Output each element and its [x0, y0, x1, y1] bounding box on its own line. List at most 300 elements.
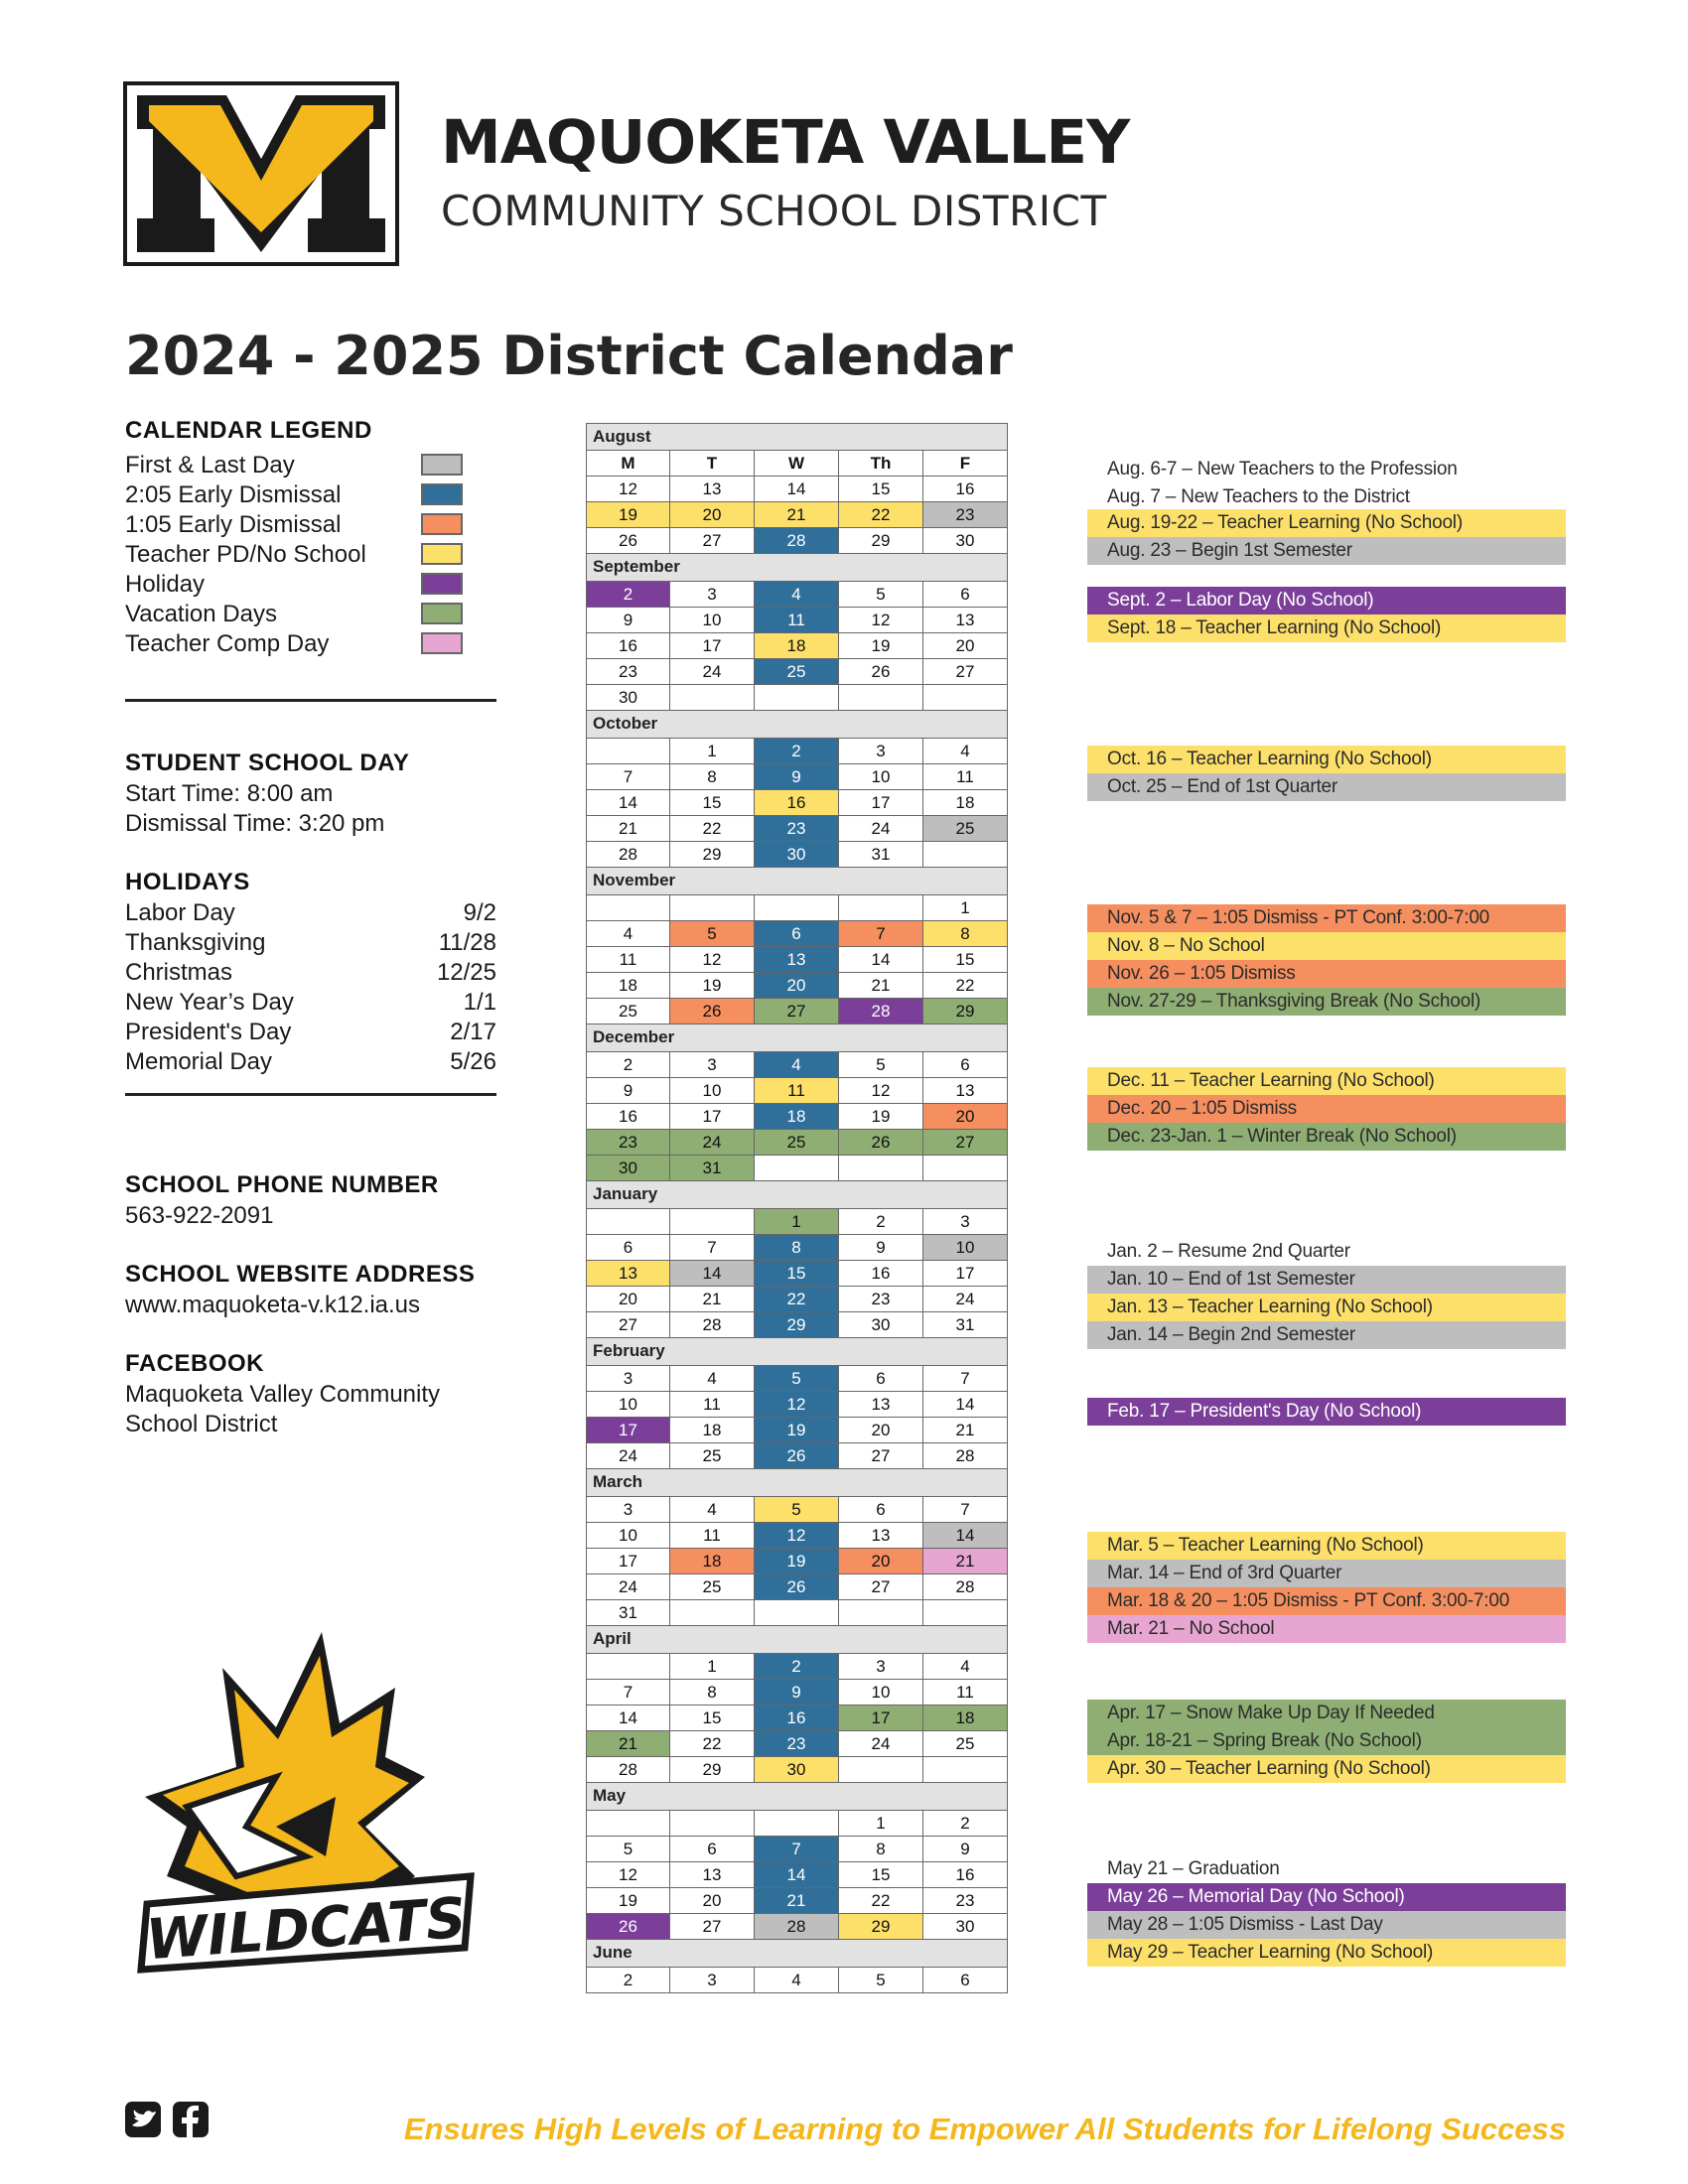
day-cell: 20 — [670, 1888, 755, 1914]
day-cell: 7 — [670, 1235, 755, 1261]
mission-tagline: Ensures High Levels of Learning to Empower All Students for Lifelong Success — [403, 2112, 1566, 2146]
legend-swatch-holiday — [421, 573, 463, 595]
week-row — [586, 1156, 1008, 1181]
day-cell: 22 — [923, 973, 1008, 999]
day-cell: 6 — [586, 1235, 670, 1261]
legend-label-first-last: First & Last Day — [125, 452, 295, 478]
week-row — [586, 764, 1008, 790]
holiday-date: 2/17 — [450, 1019, 496, 1045]
day-cell: 31 — [923, 1312, 1008, 1338]
day-cell — [839, 1600, 923, 1626]
day-cell: 29 — [923, 999, 1008, 1024]
day-cell: 14 — [755, 1862, 839, 1888]
day-cell — [839, 685, 923, 711]
day-cell: 11 — [923, 1680, 1008, 1706]
day-cell: 20 — [839, 1549, 923, 1574]
day-cell: 21 — [839, 973, 923, 999]
day-cell: 12 — [586, 477, 670, 502]
event-item: Nov. 8 – No School — [1087, 932, 1566, 960]
day-cell: 29 — [755, 1312, 839, 1338]
week-row — [586, 1914, 1008, 1940]
day-cell: 6 — [839, 1366, 923, 1392]
day-cell: 11 — [586, 947, 670, 973]
day-cell: 27 — [839, 1443, 923, 1469]
week-row — [586, 1680, 1008, 1706]
day-cell: 4 — [923, 1654, 1008, 1680]
day-cell: 9 — [755, 764, 839, 790]
day-cell: 21 — [586, 1731, 670, 1757]
day-cell: 4 — [923, 739, 1008, 764]
phone-number[interactable]: 563-922-2091 — [125, 1202, 274, 1229]
day-cell: 29 — [670, 1757, 755, 1783]
event-item: Apr. 18-21 – Spring Break (No School) — [1087, 1727, 1566, 1755]
day-cell: 2 — [586, 582, 670, 608]
day-cell: 11 — [670, 1523, 755, 1549]
day-cell: 25 — [670, 1443, 755, 1469]
district-subtitle: COMMUNITY SCHOOL DISTRICT — [441, 187, 1107, 235]
day-cell: 11 — [670, 1392, 755, 1418]
day-cell: 23 — [923, 1888, 1008, 1914]
divider — [125, 1093, 496, 1096]
week-row — [586, 1235, 1008, 1261]
day-cell: 14 — [586, 1706, 670, 1731]
day-cell: 8 — [839, 1837, 923, 1862]
day-cell: 14 — [923, 1523, 1008, 1549]
facebook-heading: FACEBOOK — [125, 1350, 265, 1377]
week-row — [586, 739, 1008, 764]
day-cell: 3 — [670, 582, 755, 608]
day-cell: 28 — [839, 999, 923, 1024]
week-row — [586, 1078, 1008, 1104]
day-cell: 30 — [839, 1312, 923, 1338]
day-cell: 25 — [586, 999, 670, 1024]
twitter-icon[interactable] — [125, 2102, 161, 2137]
event-item: Mar. 21 – No School — [1087, 1615, 1566, 1643]
legend-heading: CALENDAR LEGEND — [125, 417, 372, 444]
day-cell: 10 — [586, 1523, 670, 1549]
week-row — [586, 477, 1008, 502]
event-item: Apr. 30 – Teacher Learning (No School) — [1087, 1755, 1566, 1783]
day-cell: 2 — [755, 739, 839, 764]
week-row — [586, 816, 1008, 842]
day-cell: 18 — [755, 1104, 839, 1130]
day-cell: 2 — [755, 1654, 839, 1680]
event-item: May 21 – Graduation — [1107, 1858, 1280, 1879]
event-item: Jan. 10 – End of 1st Semester — [1087, 1266, 1566, 1294]
week-row — [586, 790, 1008, 816]
day-cell: 7 — [755, 1837, 839, 1862]
day-cell: 28 — [670, 1312, 755, 1338]
day-cell: 3 — [586, 1366, 670, 1392]
day-cell — [839, 1757, 923, 1783]
holiday-name: Memorial Day — [125, 1048, 273, 1075]
week-row — [586, 1261, 1008, 1287]
day-cell: 29 — [839, 1914, 923, 1940]
week-row — [586, 1287, 1008, 1312]
day-cell: 13 — [670, 1862, 755, 1888]
day-cell: 3 — [839, 739, 923, 764]
day-cell: 4 — [670, 1366, 755, 1392]
week-row — [586, 582, 1008, 608]
day-cell: 14 — [755, 477, 839, 502]
legend-swatch-vacation — [421, 603, 463, 624]
day-cell: 24 — [670, 1130, 755, 1156]
holiday-name: President's Day — [125, 1019, 292, 1045]
day-cell — [755, 1811, 839, 1837]
day-cell: 26 — [586, 1914, 670, 1940]
day-cell: 26 — [839, 659, 923, 685]
day-cell: 4 — [755, 1968, 839, 1993]
legend-swatch-teacher-pd — [421, 543, 463, 565]
day-cell: 24 — [923, 1287, 1008, 1312]
day-cell: 1 — [923, 895, 1008, 921]
legend-swatch-first-last — [421, 454, 463, 476]
day-cell: 17 — [839, 1706, 923, 1731]
event-item: Feb. 17 – President's Day (No School) — [1087, 1398, 1566, 1426]
day-cell: 16 — [755, 1706, 839, 1731]
holiday-date: 11/28 — [438, 929, 496, 956]
day-cell: 25 — [755, 1130, 839, 1156]
month-header: November — [586, 868, 1008, 895]
day-cell: 7 — [923, 1497, 1008, 1523]
day-cell: 12 — [670, 947, 755, 973]
day-cell: 21 — [923, 1418, 1008, 1443]
day-cell — [586, 1654, 670, 1680]
day-cell: 21 — [923, 1549, 1008, 1574]
day-cell: 7 — [586, 764, 670, 790]
day-cell: 19 — [755, 1549, 839, 1574]
start-time: Start Time: 8:00 am — [125, 780, 334, 807]
page-title: 2024 - 2025 District Calendar — [125, 325, 1013, 387]
facebook-name[interactable]: Maquoketa Valley Community — [125, 1381, 441, 1408]
day-cell: 19 — [586, 1888, 670, 1914]
day-cell: 9 — [923, 1837, 1008, 1862]
month-header: March — [586, 1469, 1008, 1497]
day-cell: 28 — [755, 528, 839, 554]
day-cell: 3 — [670, 1052, 755, 1078]
day-cell: 13 — [586, 1261, 670, 1287]
day-cell: 8 — [670, 1680, 755, 1706]
week-row — [586, 1418, 1008, 1443]
week-row — [586, 1757, 1008, 1783]
holiday-name: Christmas — [125, 959, 233, 986]
day-cell: 20 — [923, 1104, 1008, 1130]
dismissal-time: Dismissal Time: 3:20 pm — [125, 810, 385, 837]
week-row — [586, 842, 1008, 868]
day-cell: 10 — [839, 764, 923, 790]
event-item: Jan. 13 – Teacher Learning (No School) — [1087, 1294, 1566, 1321]
event-item: Aug. 7 – New Teachers to the District — [1107, 486, 1410, 507]
legend-label-105: 1:05 Early Dismissal — [125, 511, 342, 538]
day-cell — [755, 1600, 839, 1626]
day-cell: 13 — [839, 1392, 923, 1418]
day-cell: 5 — [839, 1968, 923, 1993]
day-cell: 26 — [670, 999, 755, 1024]
week-row — [586, 1600, 1008, 1626]
day-cell: 4 — [670, 1497, 755, 1523]
day-cell: 10 — [670, 608, 755, 633]
day-cell: 18 — [923, 790, 1008, 816]
event-item: Oct. 25 – End of 1st Quarter — [1087, 773, 1566, 801]
day-cell: 22 — [670, 816, 755, 842]
day-cell — [670, 1209, 755, 1235]
day-cell: 9 — [586, 1078, 670, 1104]
day-cell: 23 — [923, 502, 1008, 528]
week-row — [586, 1312, 1008, 1338]
day-cell — [586, 1811, 670, 1837]
day-cell: 19 — [586, 502, 670, 528]
day-cell: 5 — [755, 1366, 839, 1392]
week-row — [586, 633, 1008, 659]
weekday-header: W — [755, 451, 839, 477]
social-icons — [125, 2100, 214, 2139]
day-cell — [586, 739, 670, 764]
day-cell: 28 — [923, 1443, 1008, 1469]
week-row — [586, 1654, 1008, 1680]
day-cell — [670, 1600, 755, 1626]
week-row — [586, 947, 1008, 973]
day-cell: 2 — [586, 1968, 670, 1993]
day-cell: 20 — [839, 1418, 923, 1443]
day-cell: 4 — [755, 1052, 839, 1078]
day-cell: 24 — [670, 659, 755, 685]
legend-swatch-comp — [421, 632, 463, 654]
day-cell: 17 — [923, 1261, 1008, 1287]
week-row — [586, 1811, 1008, 1837]
event-item: Aug. 19-22 – Teacher Learning (No School) — [1087, 509, 1566, 537]
day-cell: 15 — [923, 947, 1008, 973]
legend-label-205: 2:05 Early Dismissal — [125, 481, 342, 508]
day-cell: 20 — [923, 633, 1008, 659]
day-cell: 16 — [586, 1104, 670, 1130]
day-cell: 3 — [670, 1968, 755, 1993]
event-item: Jan. 14 – Begin 2nd Semester — [1087, 1321, 1566, 1349]
week-row — [586, 1706, 1008, 1731]
day-cell: 22 — [839, 1888, 923, 1914]
week-row — [586, 1209, 1008, 1235]
day-cell: 6 — [923, 582, 1008, 608]
day-cell: 12 — [839, 608, 923, 633]
website-heading: SCHOOL WEBSITE ADDRESS — [125, 1261, 476, 1288]
week-row — [586, 1731, 1008, 1757]
day-cell: 27 — [839, 1574, 923, 1600]
event-item: Dec. 23-Jan. 1 – Winter Break (No School) — [1087, 1123, 1566, 1151]
week-row — [586, 1366, 1008, 1392]
day-cell — [839, 1156, 923, 1181]
day-cell: 5 — [755, 1497, 839, 1523]
month-header: August — [586, 423, 1008, 451]
day-cell: 15 — [839, 477, 923, 502]
holiday-name: Thanksgiving — [125, 929, 266, 956]
day-cell: 18 — [670, 1418, 755, 1443]
day-cell: 15 — [839, 1862, 923, 1888]
day-cell: 17 — [586, 1549, 670, 1574]
week-row — [586, 659, 1008, 685]
day-cell: 27 — [923, 1130, 1008, 1156]
legend-label-teacher-pd: Teacher PD/No School — [125, 541, 366, 568]
day-cell — [923, 1156, 1008, 1181]
day-cell: 23 — [586, 1130, 670, 1156]
day-cell: 21 — [755, 502, 839, 528]
day-cell — [586, 1209, 670, 1235]
day-cell: 14 — [586, 790, 670, 816]
event-item: Aug. 6-7 – New Teachers to the Profession — [1107, 459, 1458, 479]
day-cell: 8 — [755, 1235, 839, 1261]
website-link[interactable]: www.maquoketa-v.k12.ia.us — [125, 1292, 421, 1318]
day-cell: 17 — [839, 790, 923, 816]
day-cell: 22 — [670, 1731, 755, 1757]
day-cell: 17 — [670, 1104, 755, 1130]
day-cell: 30 — [586, 685, 670, 711]
day-cell: 10 — [586, 1392, 670, 1418]
day-cell: 27 — [923, 659, 1008, 685]
week-row — [586, 1523, 1008, 1549]
day-cell: 8 — [670, 764, 755, 790]
day-cell: 5 — [839, 1052, 923, 1078]
day-cell: 14 — [923, 1392, 1008, 1418]
day-cell: 4 — [755, 582, 839, 608]
day-cell: 5 — [839, 582, 923, 608]
day-cell: 21 — [586, 816, 670, 842]
day-cell: 8 — [923, 921, 1008, 947]
legend-swatch-105 — [421, 513, 463, 535]
day-cell: 25 — [923, 816, 1008, 842]
day-cell — [923, 685, 1008, 711]
week-row — [586, 1052, 1008, 1078]
day-cell: 16 — [755, 790, 839, 816]
event-item: Mar. 18 & 20 – 1:05 Dismiss - PT Conf. 3:00-7:00 — [1087, 1587, 1566, 1615]
day-cell: 3 — [923, 1209, 1008, 1235]
day-cell — [839, 895, 923, 921]
day-cell: 23 — [839, 1287, 923, 1312]
day-cell: 29 — [670, 842, 755, 868]
day-cell: 18 — [923, 1706, 1008, 1731]
week-row — [586, 1862, 1008, 1888]
day-cell: 30 — [755, 1757, 839, 1783]
month-header: April — [586, 1626, 1008, 1654]
month-header: June — [586, 1940, 1008, 1968]
event-item: Mar. 14 – End of 3rd Quarter — [1087, 1560, 1566, 1587]
holiday-date: 12/25 — [436, 959, 496, 986]
month-header: January — [586, 1181, 1008, 1209]
legend-label-comp: Teacher Comp Day — [125, 630, 330, 657]
month-header: October — [586, 711, 1008, 739]
day-cell: 28 — [586, 1757, 670, 1783]
facebook-icon[interactable] — [173, 2102, 209, 2137]
week-row — [586, 921, 1008, 947]
event-item: Oct. 16 – Teacher Learning (No School) — [1087, 746, 1566, 773]
day-cell: 1 — [670, 1654, 755, 1680]
event-item: May 28 – 1:05 Dismiss - Last Day — [1087, 1911, 1566, 1939]
event-item: May 26 – Memorial Day (No School) — [1087, 1883, 1566, 1911]
day-cell: 27 — [670, 528, 755, 554]
week-row — [586, 1574, 1008, 1600]
day-cell: 1 — [670, 739, 755, 764]
day-cell: 13 — [839, 1523, 923, 1549]
day-cell: 9 — [839, 1235, 923, 1261]
event-item: Dec. 11 – Teacher Learning (No School) — [1087, 1067, 1566, 1095]
day-cell — [586, 895, 670, 921]
day-cell: 13 — [923, 1078, 1008, 1104]
day-cell: 16 — [923, 477, 1008, 502]
week-row — [586, 895, 1008, 921]
day-cell: 13 — [755, 947, 839, 973]
day-cell: 22 — [755, 1287, 839, 1312]
day-cell: 5 — [586, 1837, 670, 1862]
holiday-date: 5/26 — [450, 1048, 496, 1075]
day-cell: 20 — [755, 973, 839, 999]
event-item: Nov. 27-29 – Thanksgiving Break (No School) — [1087, 988, 1566, 1016]
day-cell: 26 — [755, 1574, 839, 1600]
event-item: Mar. 5 – Teacher Learning (No School) — [1087, 1532, 1566, 1560]
day-cell: 15 — [670, 1706, 755, 1731]
day-cell: 5 — [670, 921, 755, 947]
day-cell: 28 — [755, 1914, 839, 1940]
day-cell: 12 — [755, 1523, 839, 1549]
day-cell: 29 — [839, 528, 923, 554]
event-item: Aug. 23 – Begin 1st Semester — [1087, 537, 1566, 565]
day-cell: 25 — [670, 1574, 755, 1600]
day-cell: 10 — [839, 1680, 923, 1706]
event-item: Jan. 2 – Resume 2nd Quarter — [1107, 1241, 1350, 1262]
day-cell: 16 — [839, 1261, 923, 1287]
week-row — [586, 1549, 1008, 1574]
day-cell: 10 — [923, 1235, 1008, 1261]
day-cell: 30 — [923, 1914, 1008, 1940]
legend-label-vacation: Vacation Days — [125, 601, 277, 627]
weekday-header: F — [923, 451, 1008, 477]
day-cell: 11 — [755, 1078, 839, 1104]
day-cell: 31 — [839, 842, 923, 868]
day-cell: 30 — [586, 1156, 670, 1181]
facebook-name[interactable]: School District — [125, 1411, 278, 1437]
school-day-heading: STUDENT SCHOOL DAY — [125, 750, 410, 776]
district-name: MAQUOKETA VALLEY — [441, 107, 1130, 178]
day-cell: 16 — [586, 633, 670, 659]
day-cell: 14 — [839, 947, 923, 973]
day-cell: 13 — [923, 608, 1008, 633]
day-cell: 21 — [670, 1287, 755, 1312]
day-cell — [670, 685, 755, 711]
day-cell — [923, 1757, 1008, 1783]
day-cell: 27 — [755, 999, 839, 1024]
day-cell: 13 — [670, 477, 755, 502]
day-cell: 6 — [670, 1837, 755, 1862]
phone-heading: SCHOOL PHONE NUMBER — [125, 1171, 439, 1198]
weekday-header-row — [586, 451, 1008, 477]
weekday-header: M — [586, 451, 670, 477]
week-row — [586, 528, 1008, 554]
week-row — [586, 1392, 1008, 1418]
day-cell: 7 — [923, 1366, 1008, 1392]
day-cell: 6 — [839, 1497, 923, 1523]
event-item: Sept. 2 – Labor Day (No School) — [1087, 587, 1566, 614]
day-cell: 24 — [586, 1574, 670, 1600]
day-cell: 9 — [755, 1680, 839, 1706]
day-cell: 3 — [586, 1497, 670, 1523]
day-cell: 17 — [670, 633, 755, 659]
day-cell: 6 — [755, 921, 839, 947]
day-cell: 6 — [923, 1968, 1008, 1993]
day-cell: 14 — [670, 1261, 755, 1287]
day-cell: 2 — [923, 1811, 1008, 1837]
day-cell: 30 — [923, 528, 1008, 554]
calendar-grid — [586, 423, 1008, 1993]
event-item: Nov. 5 & 7 – 1:05 Dismiss - PT Conf. 3:00-7:00 — [1087, 904, 1566, 932]
day-cell: 11 — [755, 608, 839, 633]
day-cell: 1 — [839, 1811, 923, 1837]
day-cell: 4 — [586, 921, 670, 947]
